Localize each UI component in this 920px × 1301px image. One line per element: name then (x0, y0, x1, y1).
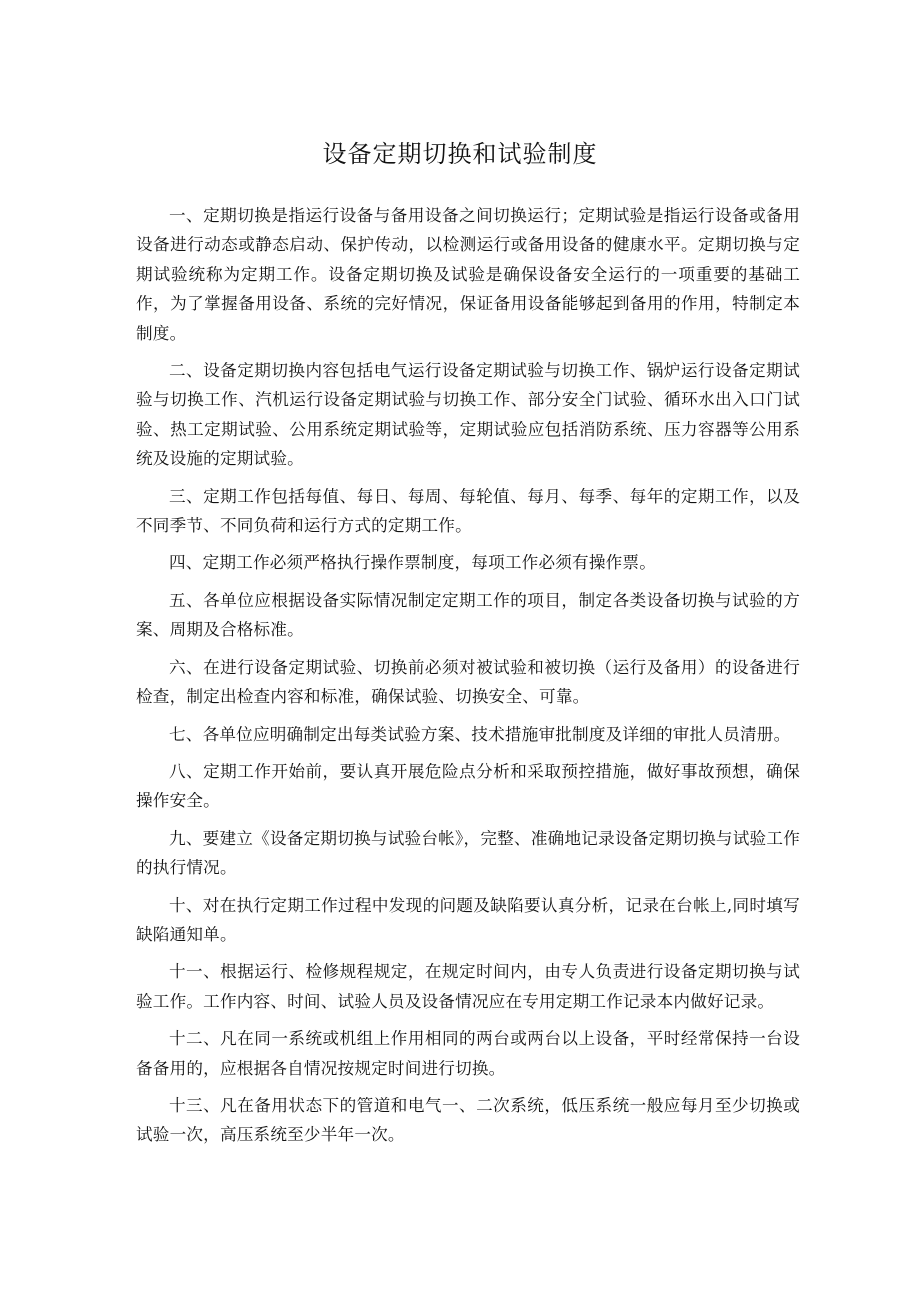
paragraph-3: 三、定期工作包括每值、每日、每周、每轮值、每月、每季、每年的定期工作，以及不同季节、不同负荷和运行方式的定期工作。 (136, 486, 800, 536)
paragraph-12: 十二、凡在同一系统或机组上作用相同的两台或两台以上设备，平时经常保持一台设备备用的，应根据各自情况按规定时间进行切换。 (136, 1029, 800, 1078)
document-title: 设备定期切换和试验制度 (322, 140, 598, 168)
paragraph-11: 十一、根据运行、检修规程规定，在规定时间内，由专人负责进行设备定期切换与试验工作。工作内容、时间、试验人员及设备情况应在专用定期工作记录本内做好记录。 (136, 962, 800, 1011)
paragraph-7: 七、各单位应明确制定出每类试验方案、技术措施审批制度及详细的审批人员清册。 (169, 724, 791, 744)
paragraph-2: 二、设备定期切换内容包括电气运行设备定期试验与切换工作、锅炉运行设备定期试验与切换工作、汽机运行设备定期试验与切换工作、部分安全门试验、循环水出入口门试验、热工定期试验、公用系统定期试验等，定期试验应包括消防系统、压力容器等公用系统及设施的定期试验。 (136, 361, 800, 469)
document-body (136, 201, 800, 1158)
paragraph-4: 四、定期工作必须严格执行操作票制度，每项工作必须有操作票。 (169, 553, 657, 573)
paragraph-8: 八、定期工作开始前，要认真开展危险点分析和采取预控措施，做好事故预想，确保操作安全。 (136, 761, 800, 811)
paragraph-10: 十、对在执行定期工作过程中发现的问题及缺陷要认真分析，记录在台帐上,同时填写缺陷通知单。 (136, 895, 800, 944)
paragraph-13: 十三、凡在备用状态下的管道和电气一、二次系统，低压系统一般应每月至少切换或试验一次，高压系统至少半年一次。 (136, 1095, 800, 1145)
paragraph-1: 一、定期切换是指运行设备与备用设备之间切换运行；定期试验是指运行设备或备用设备进行动态或静态启动、保护传动，以检测运行或备用设备的健康水平。定期切换与定期试验统称为定期工作。设备定期切换及试验是确保设备安全运行的一项重要的基础工作，为了掌握备用设备、系统的完好情况，保证备用设备能够起到备用的作用，特制定本制度。 (136, 206, 800, 343)
paragraph-5: 五、各单位应根据设备实际情况制定定期工作的项目，制定各类设备切换与试验的方案、周期及合格标准。 (136, 590, 800, 640)
paragraph-9: 九、要建立《设备定期切换与试验台帐》，完整、准确地记录设备定期切换与试验工作的执行情况。 (136, 828, 800, 878)
paragraph-6: 六、在进行设备定期试验、切换前必须对被试验和被切换（运行及备用）的设备进行检查，制定出检查内容和标准，确保试验、切换安全、可靠。 (136, 657, 800, 707)
